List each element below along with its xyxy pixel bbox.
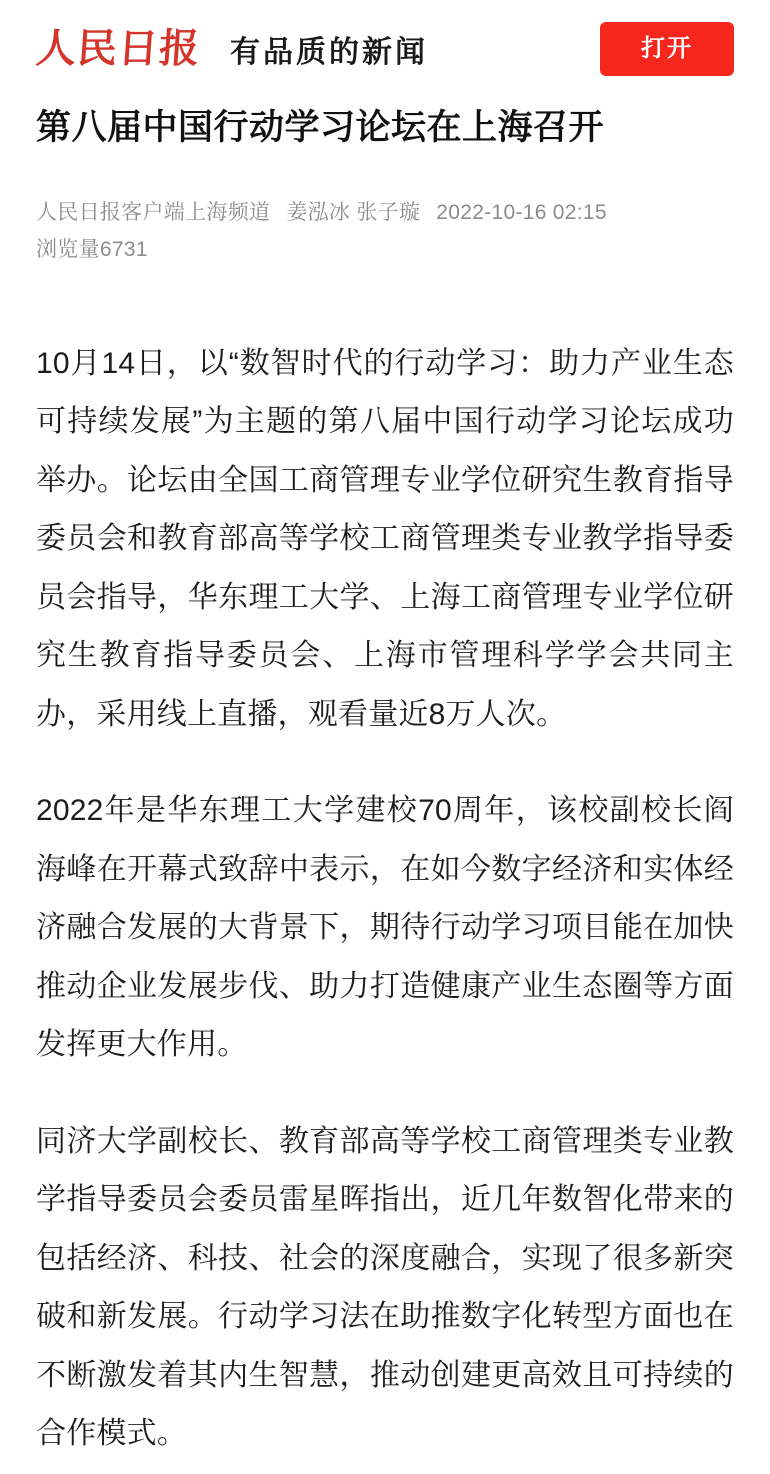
meta-line-one — [36, 195, 734, 232]
meta-body-spacer — [36, 269, 734, 335]
article-meta — [36, 195, 734, 269]
site-header — [36, 0, 734, 86]
article-paragraph: 2022年是华东理工大学建校70周年，该校副校长阎海峰在开幕式致辞中表示，在如今数字经济和实体经济融合发展的大背景下，期待行动学习项目能在加快推动企业发展步伐、助力打造健康产业生态圈等方面发挥更大作用。 — [36, 794, 734, 1062]
article-authors: 姜泓冰 张子璇 — [286, 201, 421, 225]
open-app-button[interactable]: 打开 — [600, 22, 734, 76]
page-title: 第八届中国行动学习论坛在上海召开 — [36, 108, 605, 147]
article-body — [36, 335, 734, 1464]
article-timestamp: 2022-10-16 02:15 — [436, 201, 607, 225]
article-source: 人民日报客户端上海频道 — [36, 201, 271, 225]
article-paragraph: 同济大学副校长、教育部高等学校工商管理类专业教学指导委员会委员雷星晖指出，近几年数智化带来的包括经济、科技、社会的深度融合，实现了很多新突破和新发展。行动学习法在助推数字化转型方面也在不断激发着其内生智慧，推动创建更高效且可持续的合作模式。 — [36, 1124, 734, 1451]
article-paragraph: 10月14日，以“数智时代的行动学习：助力产业生态可持续发展”为主题的第八届中国行动学习论坛成功举办。论坛由全国工商管理专业学位研究生教育指导委员会和教育部高等学校工商管理类专业教学指导委员会指导，华东理工大学、上海工商管理专业学位研究生教育指导委员会、上海市管理科学学会共同主办，采用线上直播，观看量近8万人次。 — [36, 346, 734, 731]
article-views: 浏览量6731 — [36, 238, 148, 261]
peoples-daily-logo: 人民日报 — [34, 26, 202, 71]
brand-slogan: 有品质的新闻 — [230, 36, 428, 69]
